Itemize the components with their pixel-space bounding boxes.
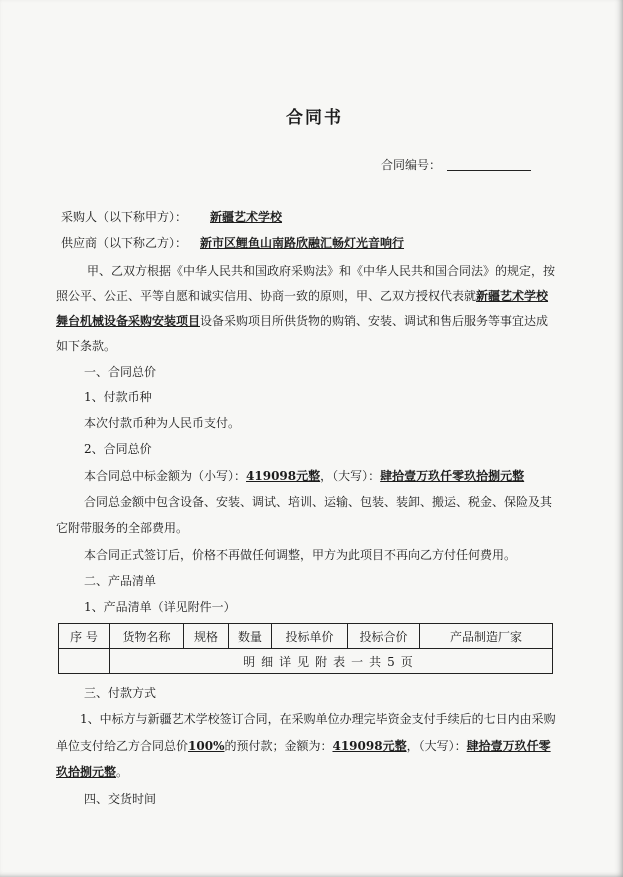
product-table [58, 623, 553, 674]
include-line-1: 合同总金额中包含设备、安装、调试、培训、运输、包装、装卸、搬运、税金、保险及其 [84, 495, 553, 509]
intro-line-4: 如下条款。 [56, 339, 117, 353]
payment-text-c: ，（大写）： [406, 739, 467, 753]
payment-amount: 419098元整 [332, 739, 407, 753]
table-note: 明细详见附表一共5页 [110, 649, 553, 674]
fixed-price-clause: 本合同正式签订后，价格不再做任何调整，甲方为此项目不再向乙方付任何费用。 [84, 548, 517, 562]
intro-line-3-text: 设备采购项目所供货物的购销、安装、调试和售后服务等事宜达成 [200, 314, 549, 328]
section-2-heading: 二、产品清单 [84, 574, 157, 588]
col-header-manufacturer: 产品制造厂家 [420, 624, 553, 649]
payment-text-b: 的预付款；金额为： [224, 739, 333, 753]
page-title: 合同书 [286, 108, 343, 128]
price-label-2: ，（大写）： [320, 469, 381, 483]
include-line-2: 它附带服务的全部费用。 [56, 521, 189, 535]
contract-no-label: 合同编号： [381, 158, 442, 172]
payment-line-1: 1、中标方与新疆艺术学校签订合同，在采购单位办理完毕资金支付手续后的七日内由采购 [80, 712, 556, 726]
col-header-no: 序 号 [59, 624, 110, 649]
purchaser-value: 新疆艺术学校 [210, 210, 283, 224]
intro-line-1: 甲、乙双方根据《中华人民共和国政府采购法》和《中华人民共和国合同法》的规定，按 [87, 264, 556, 278]
table-header-row [59, 624, 553, 649]
payment-line-3-end: 。 [116, 765, 129, 779]
section-1-1-heading: 1、付款币种 [84, 390, 152, 404]
section-1-1-text: 本次付款币种为人民币支付。 [84, 416, 241, 430]
intro-line-2-school: 新疆艺术学校 [476, 289, 549, 303]
payment-amount-big: 肆拾壹万玖仟零 [466, 739, 551, 753]
col-header-qty: 数量 [229, 624, 272, 649]
table-row [59, 649, 553, 674]
price-label: 本合同总中标金额为（小写）： [84, 469, 247, 483]
payment-line-3 [56, 765, 128, 779]
purchaser-label: 采购人（以下称甲方）： [61, 210, 188, 224]
section-4-heading: 四、交货时间 [84, 792, 157, 806]
intro-line-3 [56, 314, 548, 328]
payment-percent: 100% [188, 739, 225, 753]
price-line [84, 469, 524, 483]
price-big: 肆拾壹万玖仟零玖拾捌元整 [380, 469, 525, 483]
supplier-label: 供应商（以下称乙方）： [61, 236, 188, 250]
section-2-1-heading: 1、产品清单（详见附件一） [84, 600, 236, 614]
section-3-heading: 三、付款方式 [84, 686, 157, 700]
col-header-spec: 规格 [184, 624, 229, 649]
payment-text-a: 单位支付给乙方合同总价 [56, 739, 189, 753]
section-1-2-heading: 2、合同总价 [84, 442, 152, 456]
payment-line-2 [56, 739, 551, 753]
section-1-heading: 一、合同总价 [84, 365, 157, 379]
payment-amount-big-cont: 玖拾捌元整 [56, 765, 117, 779]
intro-line-3-project: 舞台机械设备采购安装项目 [56, 314, 201, 328]
contract-no-blank [447, 170, 531, 171]
col-header-name: 货物名称 [110, 624, 184, 649]
intro-line-2-text: 照公平、公正、平等自愿和诚实信用、协商一致的原则，甲、乙双方授权代表就 [56, 289, 477, 303]
supplier-value: 新市区鲤鱼山南路欣融汇畅灯光音响行 [200, 236, 405, 250]
intro-line-2 [56, 289, 548, 303]
col-header-total-price: 投标合价 [348, 624, 420, 649]
price-small: 419098元整 [246, 469, 321, 483]
col-header-unit-price: 投标单价 [272, 624, 348, 649]
table-cell-empty [59, 649, 110, 674]
